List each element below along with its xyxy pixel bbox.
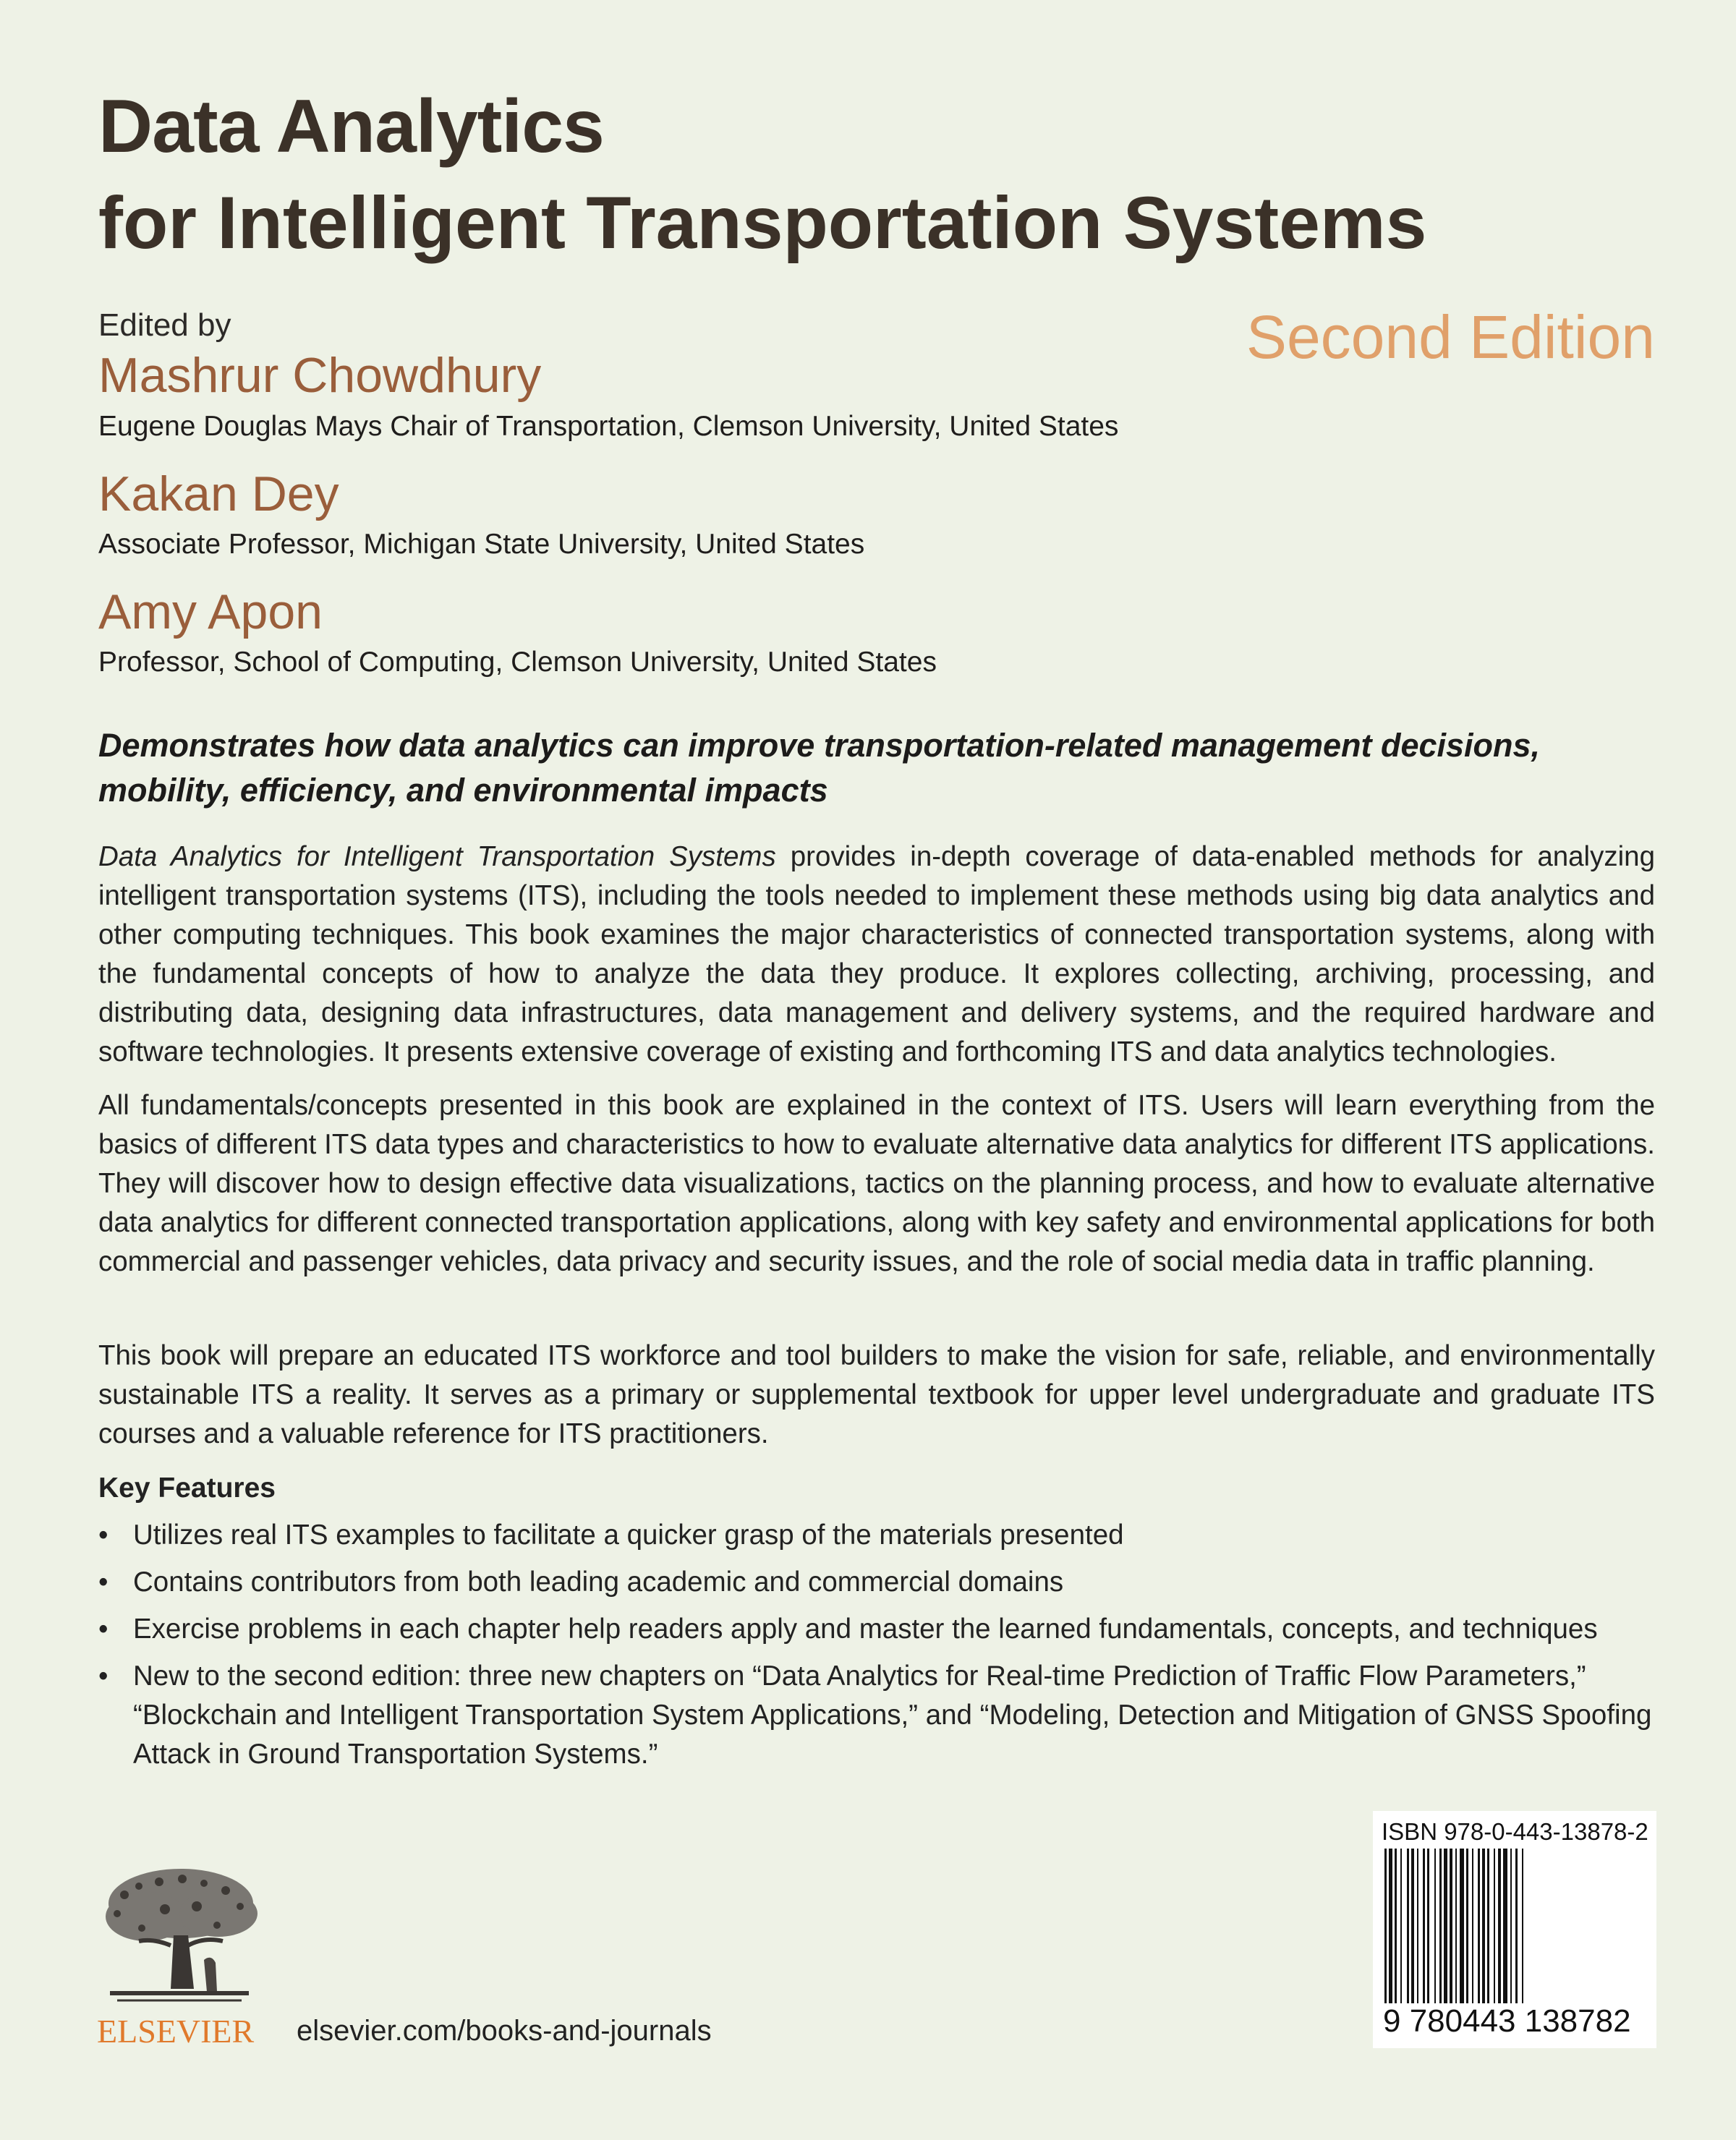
bullet-icon: •: [98, 1566, 109, 1598]
barcode-bar: [1455, 1849, 1457, 2003]
bullet-icon: •: [98, 1613, 109, 1645]
barcode-bar: [1503, 1849, 1507, 2003]
barcode-bar: [1487, 1849, 1489, 2003]
book-title-italic: Data Analytics for Intelligent Transportation Systems: [98, 841, 776, 872]
barcode-bar: [1522, 1849, 1523, 2003]
list-item: • New to the second edition: three new chapters on “Data Analytics for Real-time Prediction of Traffic Flow Parameters,” “Blockchain and Intelligent Transportation System Applications,” and “Modeling, Detection and Mitigation of GNSS Spoofing Attack in Ground Transportation Systems.”: [98, 1657, 1655, 1774]
editor-affiliation: Associate Professor, Michigan State University, United States: [98, 529, 865, 560]
barcode-bar: [1427, 1849, 1429, 2003]
barcode-bar: [1444, 1849, 1447, 2003]
description-paragraph: All fundamentals/concepts presented in this book are explained in the context of ITS. Users will learn everything from the basics of different ITS data types and characteristics to how to evaluate alternative data analytics for different ITS applications. They will discover how to design effective data visualizations, tactics on the planning process, and how to evaluate alternative data analytics for different connected transportation applications, along with key safety and environmental applications for both commercial and passenger vehicles, data privacy and security issues, and the role of social media data in traffic planning.: [98, 1090, 1655, 1277]
barcode-bar: [1494, 1849, 1495, 2003]
barcode-bar: [1510, 1849, 1512, 2003]
barcode-bar: [1389, 1849, 1392, 2003]
barcode-digits: 9 780443 138782: [1383, 2003, 1631, 2039]
barcode-bar: [1450, 1849, 1452, 2003]
editor-affiliation: Professor, School of Computing, Clemson University, United States: [98, 647, 937, 678]
barcode-bar: [1515, 1849, 1518, 2003]
barcode-bar: [1407, 1849, 1409, 2003]
editor-affiliation: Eugene Douglas Mays Chair of Transportation, Clemson University, United States: [98, 411, 1119, 442]
editor-name: Amy Apon: [98, 584, 323, 639]
edition-label: Second Edition: [1246, 303, 1655, 371]
list-item: • Exercise problems in each chapter help readers apply and master the learned fundamentals, concepts, and techniques: [98, 1610, 1655, 1649]
barcode-bar: [1472, 1849, 1473, 2003]
description-text: provides in-depth coverage of data-enabled methods for analyzing intelligent transportation systems (ITS), including the tools needed to implement these methods using big data analytics and other computing techniques. This book examines the major characteristics of connected transportation systems, along with the fundamental concepts of how to analyze the data they produce. It explores collecting, archiving, processing, and distributing data, designing data infrastructures, data management and delivery systems, and the required hardware and software technologies. It presents extensive coverage of existing and forthcoming ITS and data analytics technologies.: [98, 841, 1655, 1067]
elsevier-tree-logo-icon: [95, 1866, 263, 2011]
barcode-bar: [1482, 1849, 1485, 2003]
tagline: Demonstrates how data analytics can improve transportation-related management decisions, mobility, efficiency, and environmental impacts: [98, 727, 1541, 809]
barcode-bar: [1417, 1849, 1418, 2003]
barcode-bar: [1434, 1849, 1436, 2003]
barcode-icon: [1383, 1849, 1646, 2003]
key-features-heading: Key Features: [98, 1472, 276, 1504]
barcode-bar: [1460, 1849, 1464, 2003]
isbn-barcode: [1373, 1811, 1656, 2048]
publisher-name: ELSEVIER: [97, 2013, 255, 2050]
bullet-icon: •: [98, 1519, 109, 1551]
editor-name: Mashrur Chowdhury: [98, 348, 542, 403]
publisher-url[interactable]: elsevier.com/books-and-journals: [297, 2015, 712, 2047]
barcode-bar: [1400, 1849, 1402, 2003]
barcode-bar: [1498, 1849, 1501, 2003]
key-features-list: [98, 1516, 1655, 1782]
barcode-bar: [1384, 1849, 1387, 2003]
barcode-bar: [1439, 1849, 1442, 2003]
barcode-bar: [1411, 1849, 1414, 2003]
barcode-bar: [1466, 1849, 1468, 2003]
editor-name: Kakan Dey: [98, 466, 339, 521]
book-subtitle: for Intelligent Transportation Systems: [98, 182, 1427, 264]
book-title: Data Analytics: [98, 85, 604, 169]
description-paragraph: [98, 837, 1655, 1072]
list-item: • Contains contributors from both leading academic and commercial domains: [98, 1563, 1655, 1602]
description-paragraph: This book will prepare an educated ITS workforce and tool builders to make the vision for safe, reliable, and environmentally sustainable ITS a reality. It serves as a primary or supplemental textbook for upper level undergraduate and graduate ITS courses and a valuable reference for ITS practitioners.: [98, 1340, 1655, 1449]
edited-by-label: Edited by: [98, 307, 231, 343]
barcode-bar: [1423, 1849, 1425, 2003]
list-item: • Utilizes real ITS examples to facilitate a quicker grasp of the materials presented: [98, 1516, 1655, 1555]
bullet-icon: •: [98, 1661, 109, 1692]
barcode-bar: [1395, 1849, 1397, 2003]
isbn-label: ISBN 978-0-443-13878-2: [1382, 1818, 1648, 1845]
barcode-bar: [1478, 1849, 1480, 2003]
